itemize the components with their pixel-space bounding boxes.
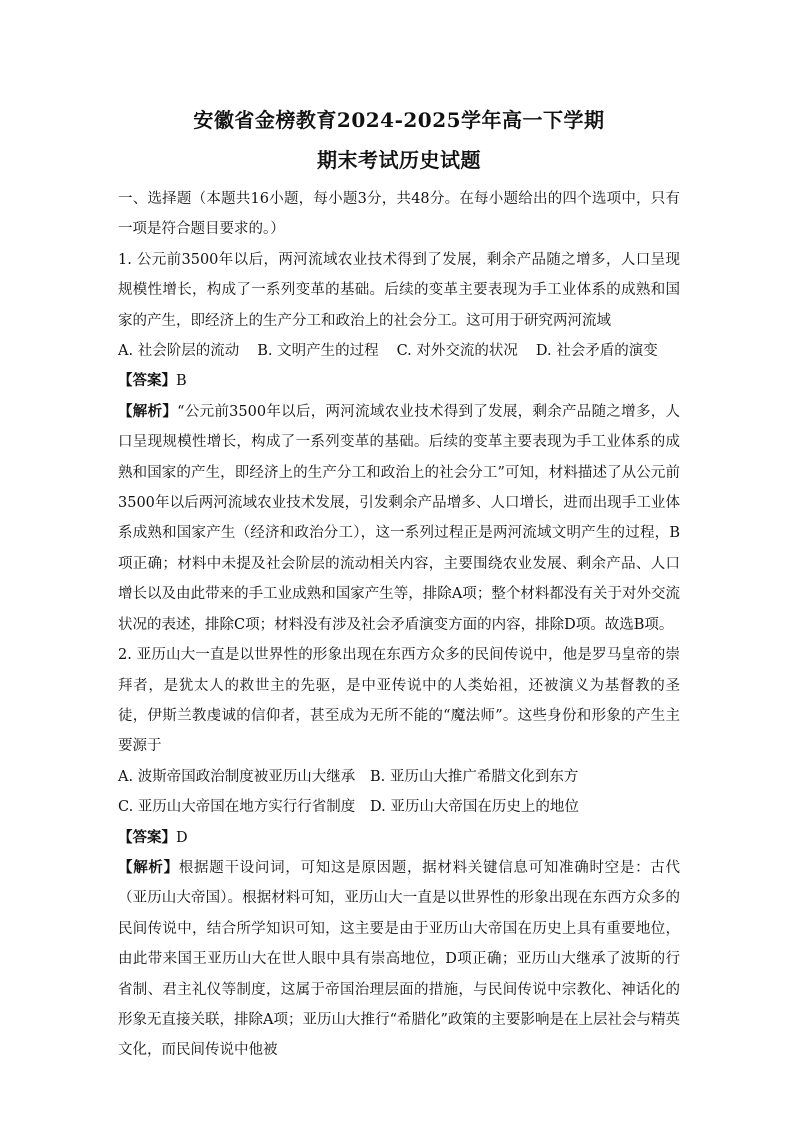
question-1-stem: 1. 公元前3500年以后，两河流域农业技术得到了发展，剩余产品随之增多，人口呈现规模性增长，构成了一系列变革的基础。后续的变革主要表现为手工业体系的成熟和国家的产生，即经济上的生产分工和政治上的社会分工。这可用于研究两河流域 — [118, 251, 680, 329]
answer-value: D — [176, 829, 188, 846]
analysis-text: “公元前3500年以后，两河流域农业技术得到了发展，剩余产品随之增多，人口呈现规模性增长，构成了一系列变革的基础。后续的变革主要表现为手工业体系的成熟和国家的产生，即经济上的生产分工和政治上的社会分工”可知，材料描述了从公元前3500年以后两河流域农业技术发展，引发剩余产品增多、人口增长，进而出现手工业体系成熟和国家产生（经济和政治分工），这一系列过程正是两河流域文明产生的过程，B项正确；材料中未提及社会阶层的流动相关内容，主要围绕农业发展、剩余产品、人口增长以及由此带来的手工业成熟和国家产生等，排除A项；整个材料都没有关于对外交流状况的表述，排除C项；材料没有涉及社会矛盾演变方面的内容，排除D项。故选B项。 — [118, 403, 681, 633]
question-1-option-d: D. 社会矛盾的演变 — [535, 343, 658, 360]
answer-tag: 【答案】 — [118, 372, 176, 390]
question-2-option-c: C. 亚历山大帝国在地方实行行省制度 — [118, 799, 356, 816]
question-2-analysis — [118, 853, 680, 1066]
question-2-stem: 2. 亚历山大一直是以世界性的形象出现在东西方众多的民间传说中，他是罗马皇帝的崇拜者，是犹太人的救世主的先驱，是中亚传说中的人类始祖，还被演义为基督教的圣徒，伊斯兰教虔诚的信仰者，甚至成为无所不能的“魔法师”。这些身份和形象的产生主要源于 — [118, 647, 680, 755]
question-1-options — [118, 336, 680, 366]
question-1-option-c: C. 对外交流的状况 — [396, 343, 518, 360]
question-1-option-b: B. 文明产生的过程 — [257, 343, 379, 360]
question-2-option-b: B. 亚历山大推广希腊文化到东方 — [370, 768, 579, 785]
question-1-analysis — [118, 397, 680, 640]
question-2-options — [118, 762, 680, 823]
answer-value: B — [176, 373, 187, 390]
question-2-option-d: D. 亚历山大帝国在历史上的地位 — [370, 799, 579, 816]
analysis-text: 根据题干设问词，可知这是原因题，据材料关键信息可知准确时空是：古代（亚历山大帝国）。根据材料可知，亚历山大一直是以世界性的形象出现在东西方众多的民间传说中，结合所学知识可知，这主要是由于亚历山大帝国在历史上具有重要地位，由此带来国王亚历山大在世人眼中具有崇高地位，D项正确；亚历山大继承了波斯的行省制、君主礼仪等制度，这属于帝国治理层面的措施，与民间传说中宗教化、神话化的形象无直接关联，排除A项；亚历山大推行“希腊化”政策的主要影响是在上层社会与精英文化，而民间传说中他被 — [118, 859, 681, 1059]
question-2-answer — [118, 823, 680, 853]
analysis-tag: 【解析】 — [118, 402, 178, 420]
question-1-answer — [118, 366, 680, 396]
answer-tag: 【答案】 — [118, 828, 176, 846]
question-2-option-a: A. 波斯帝国政治制度被亚历山大继承 — [118, 768, 356, 785]
section-heading: 一、选择题（本题共16小题，每小题3分，共48分。在每小题给出的四个选项中，只有一项是符合题目要求的。） — [118, 191, 680, 238]
question-1-option-a: A. 社会阶层的流动 — [118, 343, 240, 360]
document-title-line1: 安徽省金榜教育2024-2025学年高一下学期 — [193, 108, 605, 132]
analysis-tag: 【解析】 — [118, 858, 179, 876]
document-title-line2: 期末考试历史试题 — [317, 148, 481, 172]
document-body — [118, 184, 680, 1066]
